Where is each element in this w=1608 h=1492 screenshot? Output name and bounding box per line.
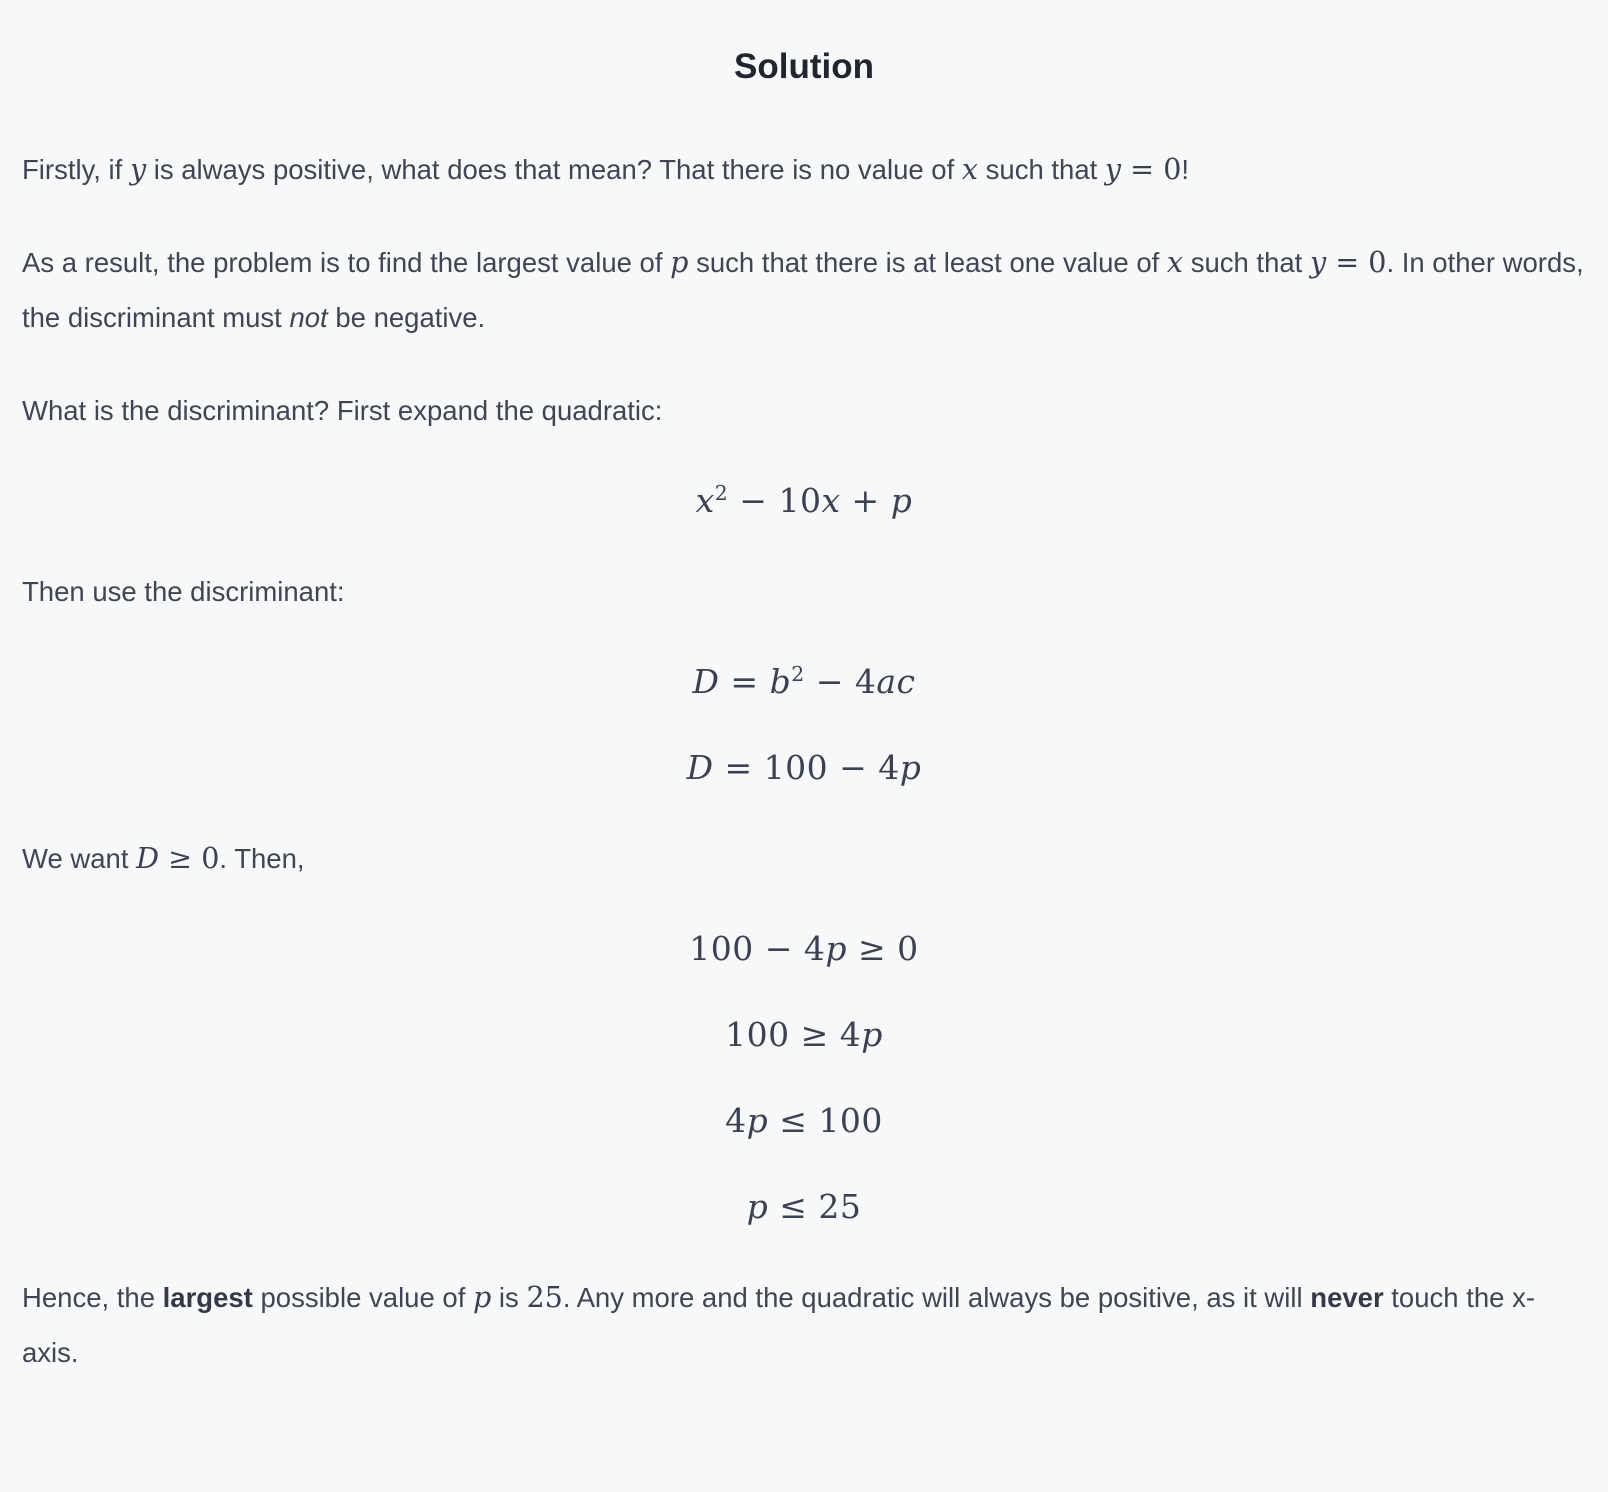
equation-step-1: 100 − 4p ≥ 0 <box>689 929 919 968</box>
equation-step-3: 4p ≤ 100 <box>725 1101 883 1140</box>
paragraph-inequality-setup: We want D ≥ 0. Then, <box>22 841 305 875</box>
paragraph-intro: Firstly, if y is always positive, what does that mean? That there is no value of x such that y = 0! <box>22 152 1190 186</box>
equation-quadratic: $x^2 - 10x + p$ <box>695 481 913 520</box>
equation-step-4: p ≤ 25 <box>746 1187 862 1226</box>
equation-discriminant-formula: $D = b^2 - 4ac$ <box>692 662 916 701</box>
paragraph-discriminant-prompt: Then use the discriminant: <box>22 576 345 607</box>
paragraph-problem-restatement: As a result, the problem is to find the largest value of p such that there is at least one value of x such that y = 0. In other words, the discriminant must not be negative. <box>22 245 1584 333</box>
equation-step-2: 100 ≥ 4p <box>725 1015 883 1054</box>
page-title: Solution <box>734 47 874 86</box>
equation-discriminant-value: D = 100 − 4p <box>686 748 922 787</box>
paragraph-conclusion: Hence, the largest possible value of p is 25. Any more and the quadratic will always be positive, as it will never touch the x-axis. <box>22 1280 1535 1368</box>
paragraph-expand-prompt: What is the discriminant? First expand the quadratic: <box>22 395 663 426</box>
